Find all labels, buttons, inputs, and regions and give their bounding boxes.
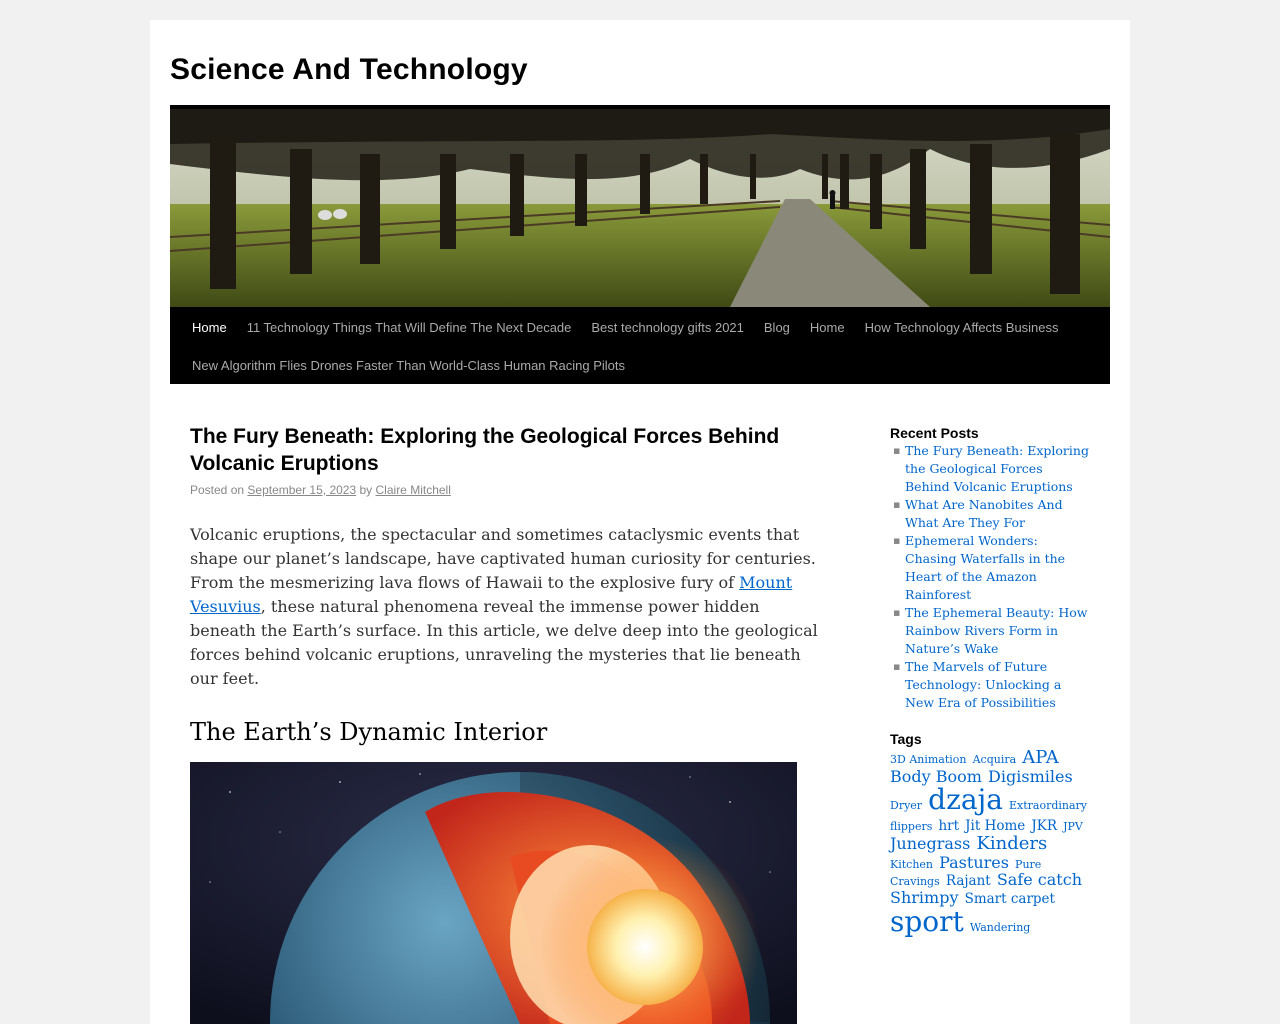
recent-post-link[interactable]: ▪ Ephemeral Wonders: Chasing Waterfalls in the Heart of the Amazon Rainforest xyxy=(890,532,1090,604)
recent-posts-title: Recent Posts xyxy=(890,425,979,441)
tag-link[interactable]: 3D Animation xyxy=(890,753,967,766)
tag-link[interactable]: Body Boom xyxy=(890,766,982,786)
posted-on-label: Posted on xyxy=(190,483,245,497)
tag-link[interactable]: Pure Cravings xyxy=(890,857,1042,889)
earth-interior-image xyxy=(190,762,797,1024)
tag-link[interactable]: APA xyxy=(1022,747,1059,768)
tag-link[interactable]: Shrimpy xyxy=(890,888,959,908)
nav-technology-affects-business[interactable]: How Technology Affects Business xyxy=(864,320,1059,335)
recent-post-link[interactable]: ▪ The Marvels of Future Technology: Unlocking a New Era of Possibilities xyxy=(890,658,1090,712)
sidebar xyxy=(890,424,1090,938)
tag-link[interactable]: Junegrass xyxy=(890,834,971,854)
tag-link[interactable]: Digismiles xyxy=(988,766,1073,786)
header-banner-image xyxy=(170,109,1110,307)
nav-home[interactable]: Home xyxy=(192,320,227,335)
tag-link[interactable]: Kitchen xyxy=(890,857,933,871)
tag-link[interactable]: JPV xyxy=(1063,820,1083,834)
author-link[interactable]: Claire Mitchell xyxy=(375,483,451,497)
tag-link[interactable]: hrt xyxy=(938,818,960,835)
tag-link[interactable]: Acquira xyxy=(972,753,1017,766)
mount-vesuvius-link[interactable]: Mount Vesuvius xyxy=(190,573,793,616)
tag-link[interactable]: dzaja xyxy=(928,783,1003,817)
post-title[interactable]: The Fury Beneath: Exploring the Geological Forces Behind Volcanic Eruptions xyxy=(190,425,780,475)
tag-link[interactable]: sport xyxy=(890,905,964,939)
tag-link[interactable]: Pastures xyxy=(939,852,1009,872)
section-heading: The Earth’s Dynamic Interior xyxy=(190,718,548,746)
tag-link[interactable]: Kinders xyxy=(976,833,1048,855)
recent-post-link[interactable]: ▪ The Fury Beneath: Exploring the Geological Forces Behind Volcanic Eruptions xyxy=(890,442,1090,496)
recent-post-link[interactable]: ▪ What Are Nanobites And What Are They For xyxy=(890,496,1090,532)
nav-home-2[interactable]: Home xyxy=(809,320,845,335)
tag-link[interactable]: JKR xyxy=(1031,818,1058,835)
recent-post-link[interactable]: ▪ The Ephemeral Beauty: How Rainbow Rivers Form in Nature’s Wake xyxy=(890,604,1090,658)
tag-cloud xyxy=(890,748,1090,938)
earth-layers-illustration xyxy=(190,762,797,1024)
tag-link[interactable]: Wandering xyxy=(969,921,1031,935)
tag-link[interactable]: Smart carpet xyxy=(964,891,1055,908)
main-content xyxy=(190,424,830,747)
tags-title: Tags xyxy=(890,731,922,747)
tag-link[interactable]: Jit Home xyxy=(965,818,1026,835)
nav-best-technology-gifts[interactable]: Best technology gifts 2021 xyxy=(591,320,744,335)
main-navigation xyxy=(170,307,1110,384)
page-wrapper xyxy=(150,20,1130,1024)
nav-11-technology-things[interactable]: 11 Technology Things That Will Define The Next Decade xyxy=(246,320,572,335)
tag-link[interactable]: Safe catch xyxy=(996,870,1082,890)
intro-paragraph xyxy=(190,523,822,691)
by-label: by xyxy=(359,483,373,497)
intro-text-start: Volcanic eruptions, the spectacular and sometimes cataclysmic events that shape our planet’s landscape, have captivated human curiosity for centuries. From the mesmerizing lava flows of Hawaii to the explosive fury of xyxy=(190,525,816,592)
tag-link[interactable]: Dryer xyxy=(890,799,923,813)
nav-drones-racing-pilots[interactable]: New Algorithm Flies Drones Faster Than World-Class Human Racing Pilots xyxy=(192,358,626,373)
tag-link[interactable]: Rajant xyxy=(945,873,991,890)
recent-posts-list xyxy=(890,442,1090,712)
site-title[interactable]: Science And Technology xyxy=(170,53,528,86)
post-date-link[interactable]: September 15, 2023 xyxy=(247,483,357,497)
nav-blog[interactable]: Blog xyxy=(763,320,790,335)
tree-avenue-illustration xyxy=(170,109,1110,307)
intro-text-end: , these natural phenomena reveal the immense power hidden beneath the Earth’s surface. In this article, we delve deep into the geological forces behind volcanic eruptions, unraveling the mysteries that lie beneath our feet. xyxy=(190,597,818,688)
post-meta xyxy=(190,483,830,497)
post-body xyxy=(190,523,830,747)
tag-link[interactable]: Extraordinary flippers xyxy=(890,799,1088,834)
